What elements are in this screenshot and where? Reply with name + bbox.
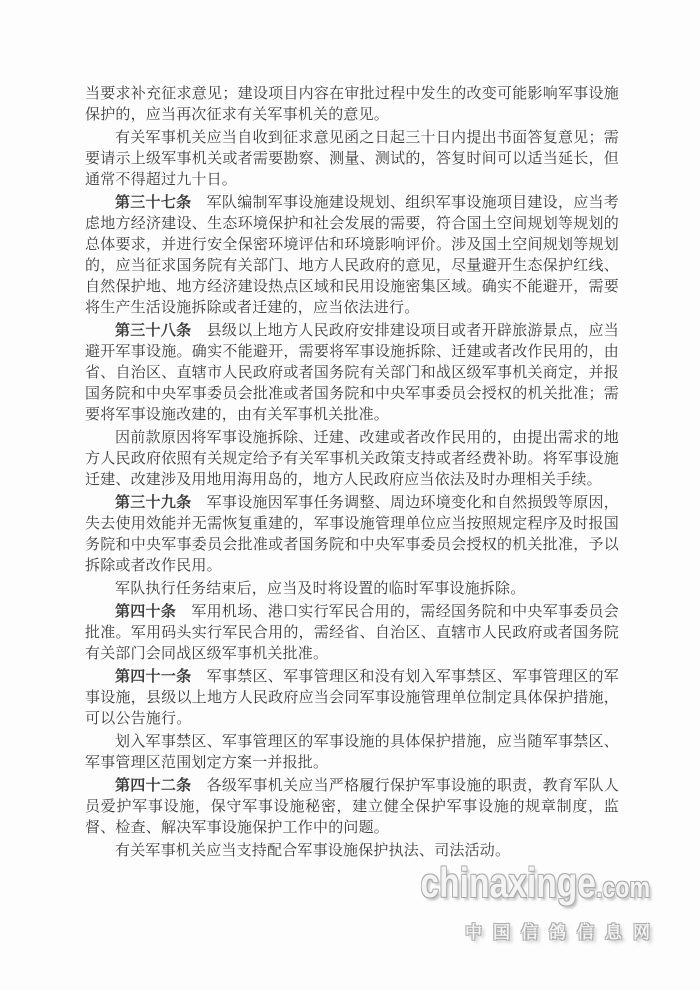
article-number: 第四十条 <box>115 604 177 620</box>
watermark-tld-text: .com <box>595 872 650 904</box>
article-paragraph: 第四十二条 各级军事机关应当严格履行保护军事设施的职责，教育军队人员爱护军事设施，保守军事设施秘密，建立健全保护军事设施的规章制度，监督、检查、解决军事设施保护工作中的问题。 <box>85 778 619 836</box>
paragraph: 当要求补充征求意见；建设项目内容在审批过程中发生的改变可能影响军事设施保护的，应当再次征求有关军事机关的意见。 <box>85 86 619 123</box>
article-number: 第三十九条 <box>115 495 192 511</box>
document-body <box>85 84 619 864</box>
article-number: 第四十一条 <box>115 669 192 685</box>
paragraph: 有关军事机关应当支持配合军事设施保护执法、司法活动。 <box>115 843 511 859</box>
watermark <box>363 859 661 943</box>
article-paragraph: 第四十一条 军事禁区、军事管理区和没有划入军事禁区、军事管理区的军事设施，县级以上地方人民政府应当会同军事设施管理单位制定具体保护措施，可以公告施行。 <box>85 669 619 727</box>
watermark-site-text: chinaxinge <box>420 859 596 906</box>
article-number: 第三十七条 <box>115 195 192 211</box>
watermark-domain-line <box>420 859 650 914</box>
article-paragraph: 第三十八条 县级以上地方人民政府安排建设项目或者开辟旅游景点，应当避开军事设施。确实不能避开，需要将军事设施拆除、迁建或者改作民用的，由省、自治区、直辖市人民政府或者国务院有关部门和战区级军事机关商定，并报国务院和中央军事委员会批准或者国务院和中央军事委员会授权的机关批准；需要将军事设施改建的，由有关军事机关批准。 <box>85 323 619 423</box>
paragraph: 划入军事禁区、军事管理区的军事设施的具体保护措施，应当随军事禁区、军事管理区范围划定方案一并报批。 <box>85 734 619 771</box>
paragraph: 有关军事机关应当自收到征求意见函之日起三十日内提出书面答复意见；需要请示上级军事机关或者需要勘察、测量、测试的，答复时间可以适当延长，但通常不得超过九十日。 <box>85 130 619 188</box>
article-number: 第三十八条 <box>115 323 192 339</box>
article-number: 第四十二条 <box>115 778 192 794</box>
paragraph: 因前款原因将军事设施拆除、迁建、改建或者改作民用的，由提出需求的地方人民政府依照有关规定给予有关军事机关政策支持或者经费补助。将军事设施迁建、改建涉及用地用海用岛的，地方人民政府应当依法及时办理相关手续。 <box>85 430 619 488</box>
article-paragraph: 第四十条 军用机场、港口实行军民合用的，需经国务院和中央军事委员会批准。军用码头实行军民合用的，需经省、自治区、直辖市人民政府或者国务院有关部门会同战区级军事机关批准。 <box>85 604 619 662</box>
article-paragraph: 第三十九条 军事设施因军事任务调整、周边环境变化和自然损毁等原因，失去使用效能并无需恢复重建的，军事设施管理单位应当按照规定程序及时报国务院和中央军事委员会批准或者国务院和中央军事委员会授权的机关批准，予以拆除或者改作民用。 <box>85 495 619 574</box>
watermark-site-name-cn: 中国信鸽信息网 <box>465 923 661 942</box>
article-paragraph: 第三十七条 军队编制军事设施建设规划、组织军事设施项目建设，应当考虑地方经济建设、生态环境保护和社会发展的需要，符合国土空间规划等规划的总体要求，并进行安全保密环境评估和环境影响评价。涉及国土空间规划等规划的，应当征求国务院有关部门、地方人民政府的意见，尽量避开生态保护红线、自然保护地、地方经济建设热点区域和民用设施密集区域。确实不能避开，需要将生产生活设施拆除或者迁建的，应当依法进行。 <box>85 195 619 316</box>
paragraph: 军队执行任务结束后，应当及时将设置的临时军事设施拆除。 <box>115 581 526 597</box>
